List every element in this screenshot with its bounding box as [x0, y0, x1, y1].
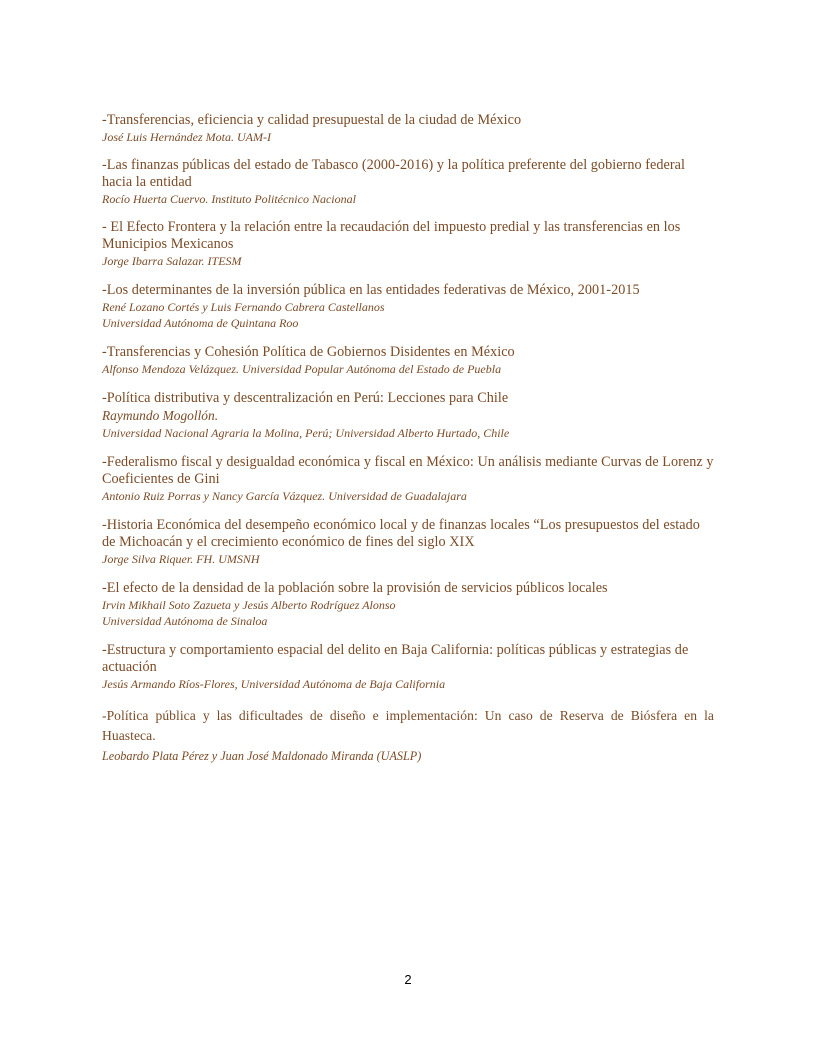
page-number: 2 [404, 972, 412, 987]
entry-title: - El Efecto Frontera y la relación entre la recaudación del impuesto predial y las transferencias en los Municipios Mexicanos [102, 219, 681, 252]
entry-title: -Las finanzas públicas del estado de Tabasco (2000-2016) y la política preferente del gobierno federal hacia la entidad [102, 157, 685, 190]
document-page [102, 112, 714, 766]
entry-5 [102, 344, 714, 377]
entry-author: Irvin Mikhail Soto Zazueta y Jesús Alberto Rodríguez Alonso [102, 598, 396, 612]
entry-title: -Federalismo fiscal y desigualdad económica y fiscal en México: Un análisis mediante Curvas de Lorenz y Coeficientes de Gini [102, 454, 714, 487]
entry-title: -Transferencias, eficiencia y calidad presupuestal de la ciudad de México [102, 112, 522, 128]
entry-author: José Luis Hernández Mota. UAM-I [102, 130, 271, 144]
entry-2 [102, 157, 714, 207]
entry-author: René Lozano Cortés y Luis Fernando Cabrera Castellanos [102, 300, 385, 314]
entry-author: Alfonso Mendoza Velázquez. Universidad Popular Autónoma del Estado de Puebla [102, 362, 502, 376]
entry-11 [102, 706, 714, 766]
entry-author: Jorge Ibarra Salazar. ITESM [102, 254, 242, 268]
entry-7 [102, 454, 714, 504]
entry-8 [102, 517, 714, 567]
entry-author: Leobardo Plata Pérez y Juan José Maldonado Miranda (UASLP) [102, 749, 422, 763]
entry-affiliation: Universidad Autónoma de Sinaloa [102, 614, 268, 628]
entry-author: Jorge Silva Riquer. FH. UMSNH [102, 552, 260, 566]
entry-title: -Historia Económica del desempeño económico local y de finanzas locales “Los presupuestos del estado de Michoacán y el crecimiento económico de fines del siglo XIX [102, 517, 700, 550]
entry-title: -Transferencias y Cohesión Política de Gobiernos Disidentes en México [102, 344, 515, 360]
entry-author: Raymundo Mogollón. [102, 408, 219, 423]
entry-title: -El efecto de la densidad de la población sobre la provisión de servicios públicos locales [102, 580, 608, 596]
entry-1 [102, 112, 714, 145]
entry-4 [102, 282, 714, 331]
entry-author: Antonio Ruiz Porras y Nancy García Vázquez. Universidad de Guadalajara [102, 489, 467, 503]
entry-title: -Política distributiva y descentralización en Perú: Lecciones para Chile [102, 390, 509, 406]
entry-title: -Los determinantes de la inversión pública en las entidades federativas de México, 2001-2015 [102, 282, 640, 298]
entry-6 [102, 390, 714, 441]
entry-9 [102, 580, 714, 629]
entry-affiliation: Universidad Nacional Agraria la Molina, Perú; Universidad Alberto Hurtado, Chile [102, 426, 510, 440]
entry-affiliation: Universidad Autónoma de Quintana Roo [102, 316, 299, 330]
entry-3 [102, 219, 714, 269]
entry-title: -Política pública y las dificultades de diseño e implementación: Un caso de Reserva de Biósfera en la Huasteca. [102, 708, 714, 743]
entry-10 [102, 642, 714, 692]
entry-title: -Estructura y comportamiento espacial del delito en Baja California: políticas públicas y estrategias de actuación [102, 642, 689, 675]
entry-author: Rocío Huerta Cuervo. Instituto Politécnico Nacional [102, 192, 356, 206]
entry-author: Jesús Armando Ríos-Flores, Universidad Autónoma de Baja California [102, 677, 446, 691]
